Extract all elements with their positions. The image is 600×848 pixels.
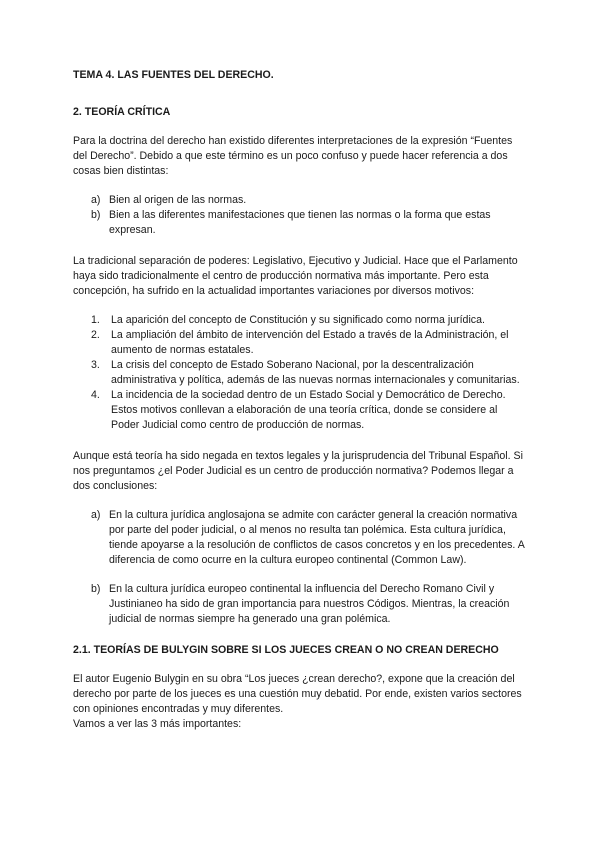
list-item <box>91 328 528 358</box>
list-text: La aparición del concepto de Constitución y su significado como norma jurídica. <box>111 314 485 326</box>
list-marker: 2. <box>91 329 100 341</box>
conclusions-list <box>73 508 528 627</box>
list-item <box>91 208 528 238</box>
list-marker: 4. <box>91 389 100 401</box>
separation-paragraph: La tradicional separación de poderes: Legislativo, Ejecutivo y Judicial. Hace que el Parlamento haya sido tradicionalmente el centro de producción normativa más importante. Pero esta concepción, ha sufrido en la actualidad importantes variaciones por diversos motivos: <box>73 255 518 297</box>
list-item <box>91 582 528 627</box>
document-title: TEMA 4. LAS FUENTES DEL DERECHO. <box>73 69 274 81</box>
list-text: Bien a las diferentes manifestaciones que tienen las normas o la forma que estas expresan. <box>109 209 491 236</box>
bulygin-paragraph: El autor Eugenio Bulygin en su obra “Los jueces ¿crean derecho?, expone que la creación del derecho por parte de los jueces es una cuestión muy debatid. Por ende, existen varios sectores con opiniones encontradas y muy diferentes. <box>73 673 522 715</box>
list-marker: a) <box>91 194 101 206</box>
list-text: La ampliación del ámbito de intervención del Estado a través de la Administración, el aumento de normas estatales. <box>111 329 509 356</box>
list-marker: a) <box>91 509 101 521</box>
list-text: En la cultura jurídica anglosajona se admite con carácter general la creación normativa por parte del poder judicial, o al menos no resulta tan polémica. Esta cultura jurídica, tiende apoyarse a la resolución de conflictos de casos concretos y en los precedentes. A diferencia de como ocurre en la cultura europeo continental (Common Law). <box>109 509 525 566</box>
list-item <box>91 193 528 208</box>
question-paragraph: Aunque está teoría ha sido negada en textos legales y la jurisprudencia del Tribunal Español. Si nos preguntamos ¿el Poder Judicial es un centro de producción normativa? Podemos llegar a dos conclusiones: <box>73 450 523 492</box>
list-marker: b) <box>91 209 101 221</box>
list-item <box>91 388 528 433</box>
list-marker: 1. <box>91 314 100 326</box>
section-heading: 2. TEORÍA CRÍTICA <box>73 106 171 118</box>
list-item <box>91 358 528 388</box>
list-text: La incidencia de la sociedad dentro de un Estado Social y Democrático de Derecho. Estos motivos conllevan a elaboración de una teoría crítica, donde se considere al Poder Judicial como centro de producción de normas. <box>111 389 506 431</box>
list-marker: 3. <box>91 359 100 371</box>
list-item <box>91 313 528 328</box>
intro-paragraph: Para la doctrina del derecho han existido diferentes interpretaciones de la expresión “Fuentes del Derecho”. Debido a que este término es un poco confuso y puede hacer referencia a dos cosas bien distintas: <box>73 135 513 177</box>
list-text: La crisis del concepto de Estado Soberano Nacional, por la descentralización administrativa y política, además de las nuevas normas internacionales y comunitarias. <box>111 359 520 386</box>
list-marker: b) <box>91 583 101 595</box>
reasons-list <box>73 313 528 433</box>
list-text: En la cultura jurídica europeo continental la influencia del Derecho Romano Civil y Justinianeo ha sido de gran importancia para nuestros Códigos. Mientras, la creación judicial de normas siempre ha generado una gran polémica. <box>109 583 510 625</box>
list-text: Bien al origen de las normas. <box>109 194 247 206</box>
closing-line: Vamos a ver las 3 más importantes: <box>73 718 242 730</box>
intro-list <box>73 193 528 238</box>
list-item <box>91 508 528 568</box>
subsection-heading: 2.1. TEORÍAS DE BULYGIN SOBRE SI LOS JUECES CREAN O NO CREAN DERECHO <box>73 644 499 656</box>
